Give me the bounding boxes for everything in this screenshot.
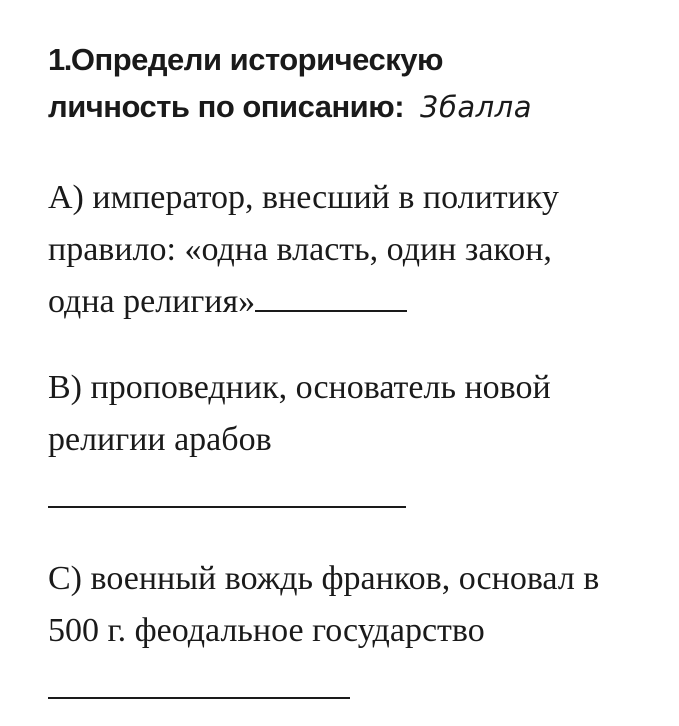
- heading-line-2: [48, 83, 648, 131]
- question-b-line-2: религии арабов: [48, 421, 272, 458]
- question-a: [48, 172, 668, 328]
- task-heading: [48, 36, 648, 131]
- answer-blank-a[interactable]: [255, 280, 407, 312]
- question-b-answer-wrap: [48, 466, 668, 524]
- task-title-line-2: личность по описанию:: [48, 89, 405, 124]
- question-a-line-3-wrap: [48, 276, 668, 328]
- question-c-answer-wrap: [48, 657, 668, 715]
- question-b: [48, 362, 668, 524]
- question-c: [48, 553, 668, 715]
- question-a-line-3: одна религия»: [48, 283, 256, 320]
- task-number: 1.: [48, 42, 71, 77]
- question-c-line-2: 500 г. феодальное государство: [48, 612, 485, 649]
- answer-blank-c[interactable]: [48, 667, 350, 699]
- task-title-line-1: Определи историческую: [70, 42, 443, 77]
- question-a-line-2: правило: «одна власть, один закон,: [48, 231, 552, 268]
- heading-line-1: [48, 36, 648, 83]
- task-score: 3балла: [420, 90, 532, 124]
- question-c-line-1: С) военный вождь франков, основал в: [48, 560, 600, 597]
- answer-blank-b[interactable]: [48, 476, 406, 508]
- question-a-line-1: А) император, внесший в политику: [48, 179, 559, 216]
- question-b-line-1: В) проповедник, основатель новой: [48, 369, 551, 406]
